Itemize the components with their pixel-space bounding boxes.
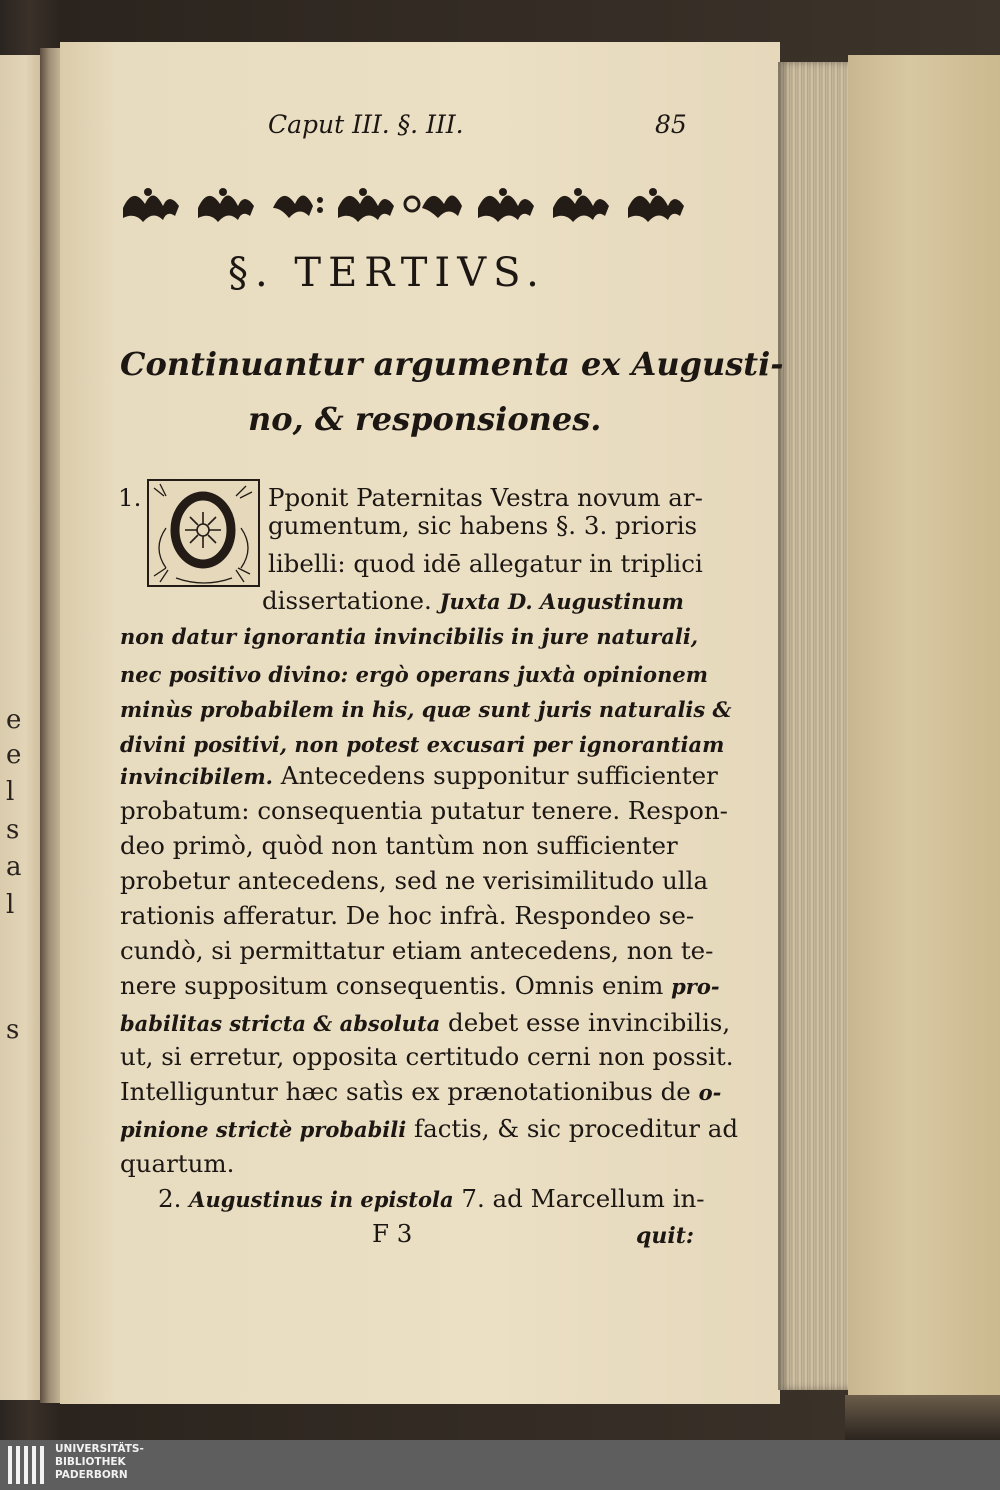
body-line: rationis afferatur. De hoc infrà. Respondeo se- <box>120 901 695 930</box>
body-line: babilitas stricta & absoluta debet esse invincibilis, <box>120 1008 731 1037</box>
left-margin-fragment: e <box>6 705 22 735</box>
book-cover <box>848 55 1000 1400</box>
ornament-band <box>118 180 688 226</box>
page-number: 85 <box>655 110 687 139</box>
body-line: probetur antecedens, sed ne verisimilitudo ulla <box>120 866 709 895</box>
catchword: quit: <box>636 1223 695 1249</box>
body-line: cundò, si permittatur etiam antecedens, non te- <box>120 936 714 965</box>
library-footer <box>0 1440 1000 1490</box>
logo-line-2: BIBLIOTHEK <box>55 1456 126 1468</box>
body-line: divini positivi, non potest excusari per ignorantiam <box>120 732 725 757</box>
logo-line-3: PADERBORN <box>55 1469 128 1481</box>
decorated-initial-o <box>146 478 261 588</box>
body-line: non datur ignorantia invincibilis in jure naturali, <box>120 624 699 649</box>
body-line: probatum: consequentia putatur tenere. Respon- <box>120 796 728 825</box>
body-line: nere suppositum consequentis. Omnis enim pro- <box>120 971 720 1000</box>
body-line: ut, si erretur, opposita certitudo cerni non possit. <box>120 1042 734 1071</box>
running-head: Caput III. §. III. <box>268 110 464 139</box>
left-margin-fragment: s <box>6 1015 20 1045</box>
left-margin-fragment: s <box>6 815 20 845</box>
chapter-title-line-2: no, & responsiones. <box>248 400 602 438</box>
library-logo-text <box>55 1443 144 1482</box>
signature-mark: F 3 <box>372 1219 413 1248</box>
cover-shadow <box>845 1395 1000 1440</box>
body-line: quartum. <box>120 1149 235 1178</box>
body-line: deo primò, quòd non tantùm non sufficienter <box>120 831 678 860</box>
body-line: gumentum, sic habens §. 3. prioris <box>268 511 698 540</box>
paragraph-number: 1. <box>118 483 142 512</box>
body-line: 2. Augustinus in epistola 7. ad Marcellum in- <box>158 1184 705 1213</box>
left-margin-fragment: e <box>6 740 22 770</box>
body-line: Intelliguntur hæc satìs ex prænotationibus de o- <box>120 1077 722 1106</box>
body-line: libelli: quod idē allegatur in triplici <box>268 549 703 578</box>
logo-line-1: UNIVERSITÄTS- <box>55 1443 144 1455</box>
left-page-edge <box>0 55 42 1400</box>
body-line: pinione strictè probabili factis, & sic proceditur ad <box>120 1114 739 1143</box>
page-edges <box>778 62 850 1390</box>
body-line: invincibilem. Antecedens supponitur sufficienter <box>120 761 718 790</box>
body-line: minùs probabilem in his, quæ sunt juris naturalis & <box>120 697 732 722</box>
body-line: Pponit Paternitas Vestra novum ar- <box>268 483 703 512</box>
left-margin-fragment: a <box>6 852 22 882</box>
section-heading: §. TERTIVS. <box>228 250 546 296</box>
left-margin-fragment: l <box>6 890 15 920</box>
left-margin-fragment: l <box>6 777 15 807</box>
chapter-title-line-1: Continuantur argumenta ex Augusti- <box>120 345 784 383</box>
body-line: nec positivo divino: ergò operans juxtà opinionem <box>120 662 708 687</box>
body-line: dissertatione. Juxta D. Augustinum <box>262 586 684 615</box>
library-logo-icon <box>8 1446 50 1484</box>
